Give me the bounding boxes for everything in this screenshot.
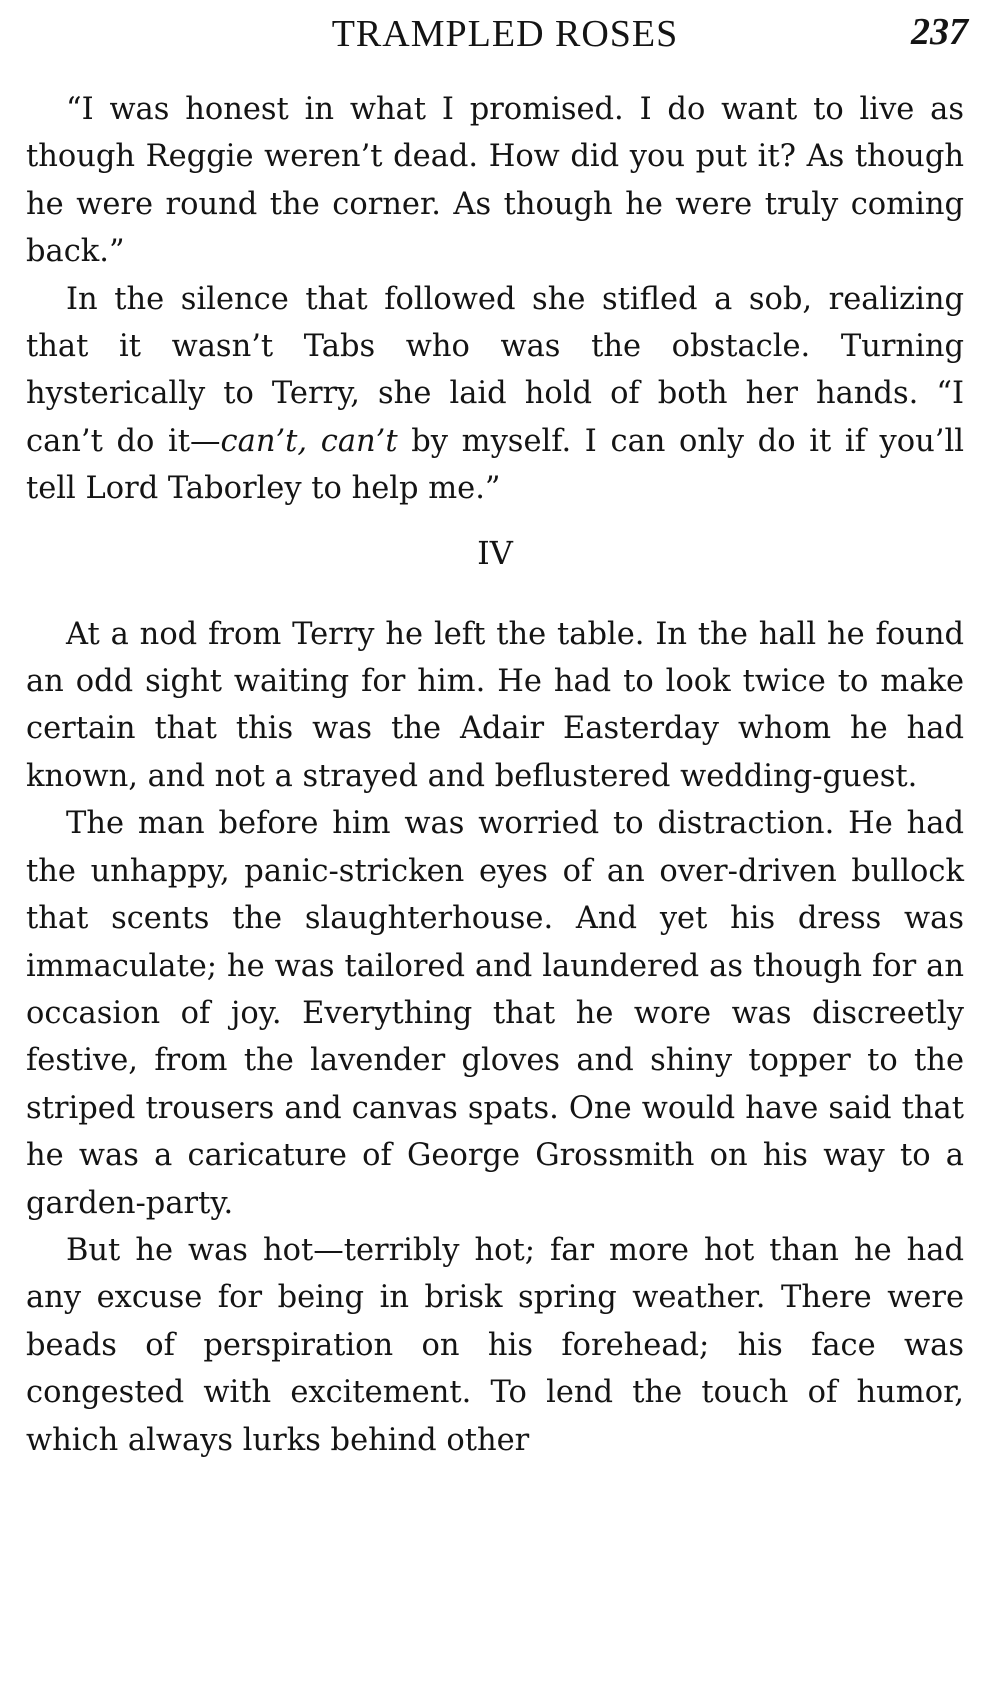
page-number: 237 <box>911 11 968 53</box>
book-page <box>26 0 968 1688</box>
paragraph-2-text-a: In the silence that followed she stifled a sob, realizing that it wasn’t Tabs who was the obstacle. Turning hysterically to Terry, she laid hold of both her hands. “I can’t do it— <box>26 281 964 459</box>
running-head <box>26 0 968 80</box>
paragraph-2 <box>26 276 964 513</box>
paragraph-2-text-b: by myself. I can only do it if you’ll tell Lord Taborley to help me.” <box>26 423 964 507</box>
paragraph-4: The man before him was worried to distraction. He had the unhappy, panic-stricken eyes of an over-driven bullock that scents the slaughterhouse. And yet his dress was immaculate; he was tailored and laundered as though for an occasion of joy. Everything that he wore was discreetly festive, from the lavender gloves and shiny topper to the striped trousers and canvas spats. One would have said that he was a caricature of George Grossmith on his way to a garden-party. <box>26 806 964 1221</box>
running-title: TRAMPLED ROSES <box>331 13 679 55</box>
paragraph-3: At a nod from Terry he left the table. In the hall he found an odd sight waiting for him. He had to look twice to make certain that this was the Adair Easterday whom he had known, and not a strayed and beflustered wedding-guest. <box>26 616 964 794</box>
paragraph-1: “I was honest in what I promised. I do want to live as though Reggie weren’t dead. How did you put it? As though he were round the corner. As though he were truly coming back.” <box>26 92 964 270</box>
section-heading: IV <box>477 533 513 572</box>
paragraph-2-italic: can’t, can’t <box>220 423 398 459</box>
paragraph-5: But he was hot—terribly hot; far more hot than he had any excuse for being in brisk spring weather. There were beads of perspiration on his forehead; his face was congested with excitement. To lend the touch of humor, which always lurks behind other <box>26 1232 964 1458</box>
